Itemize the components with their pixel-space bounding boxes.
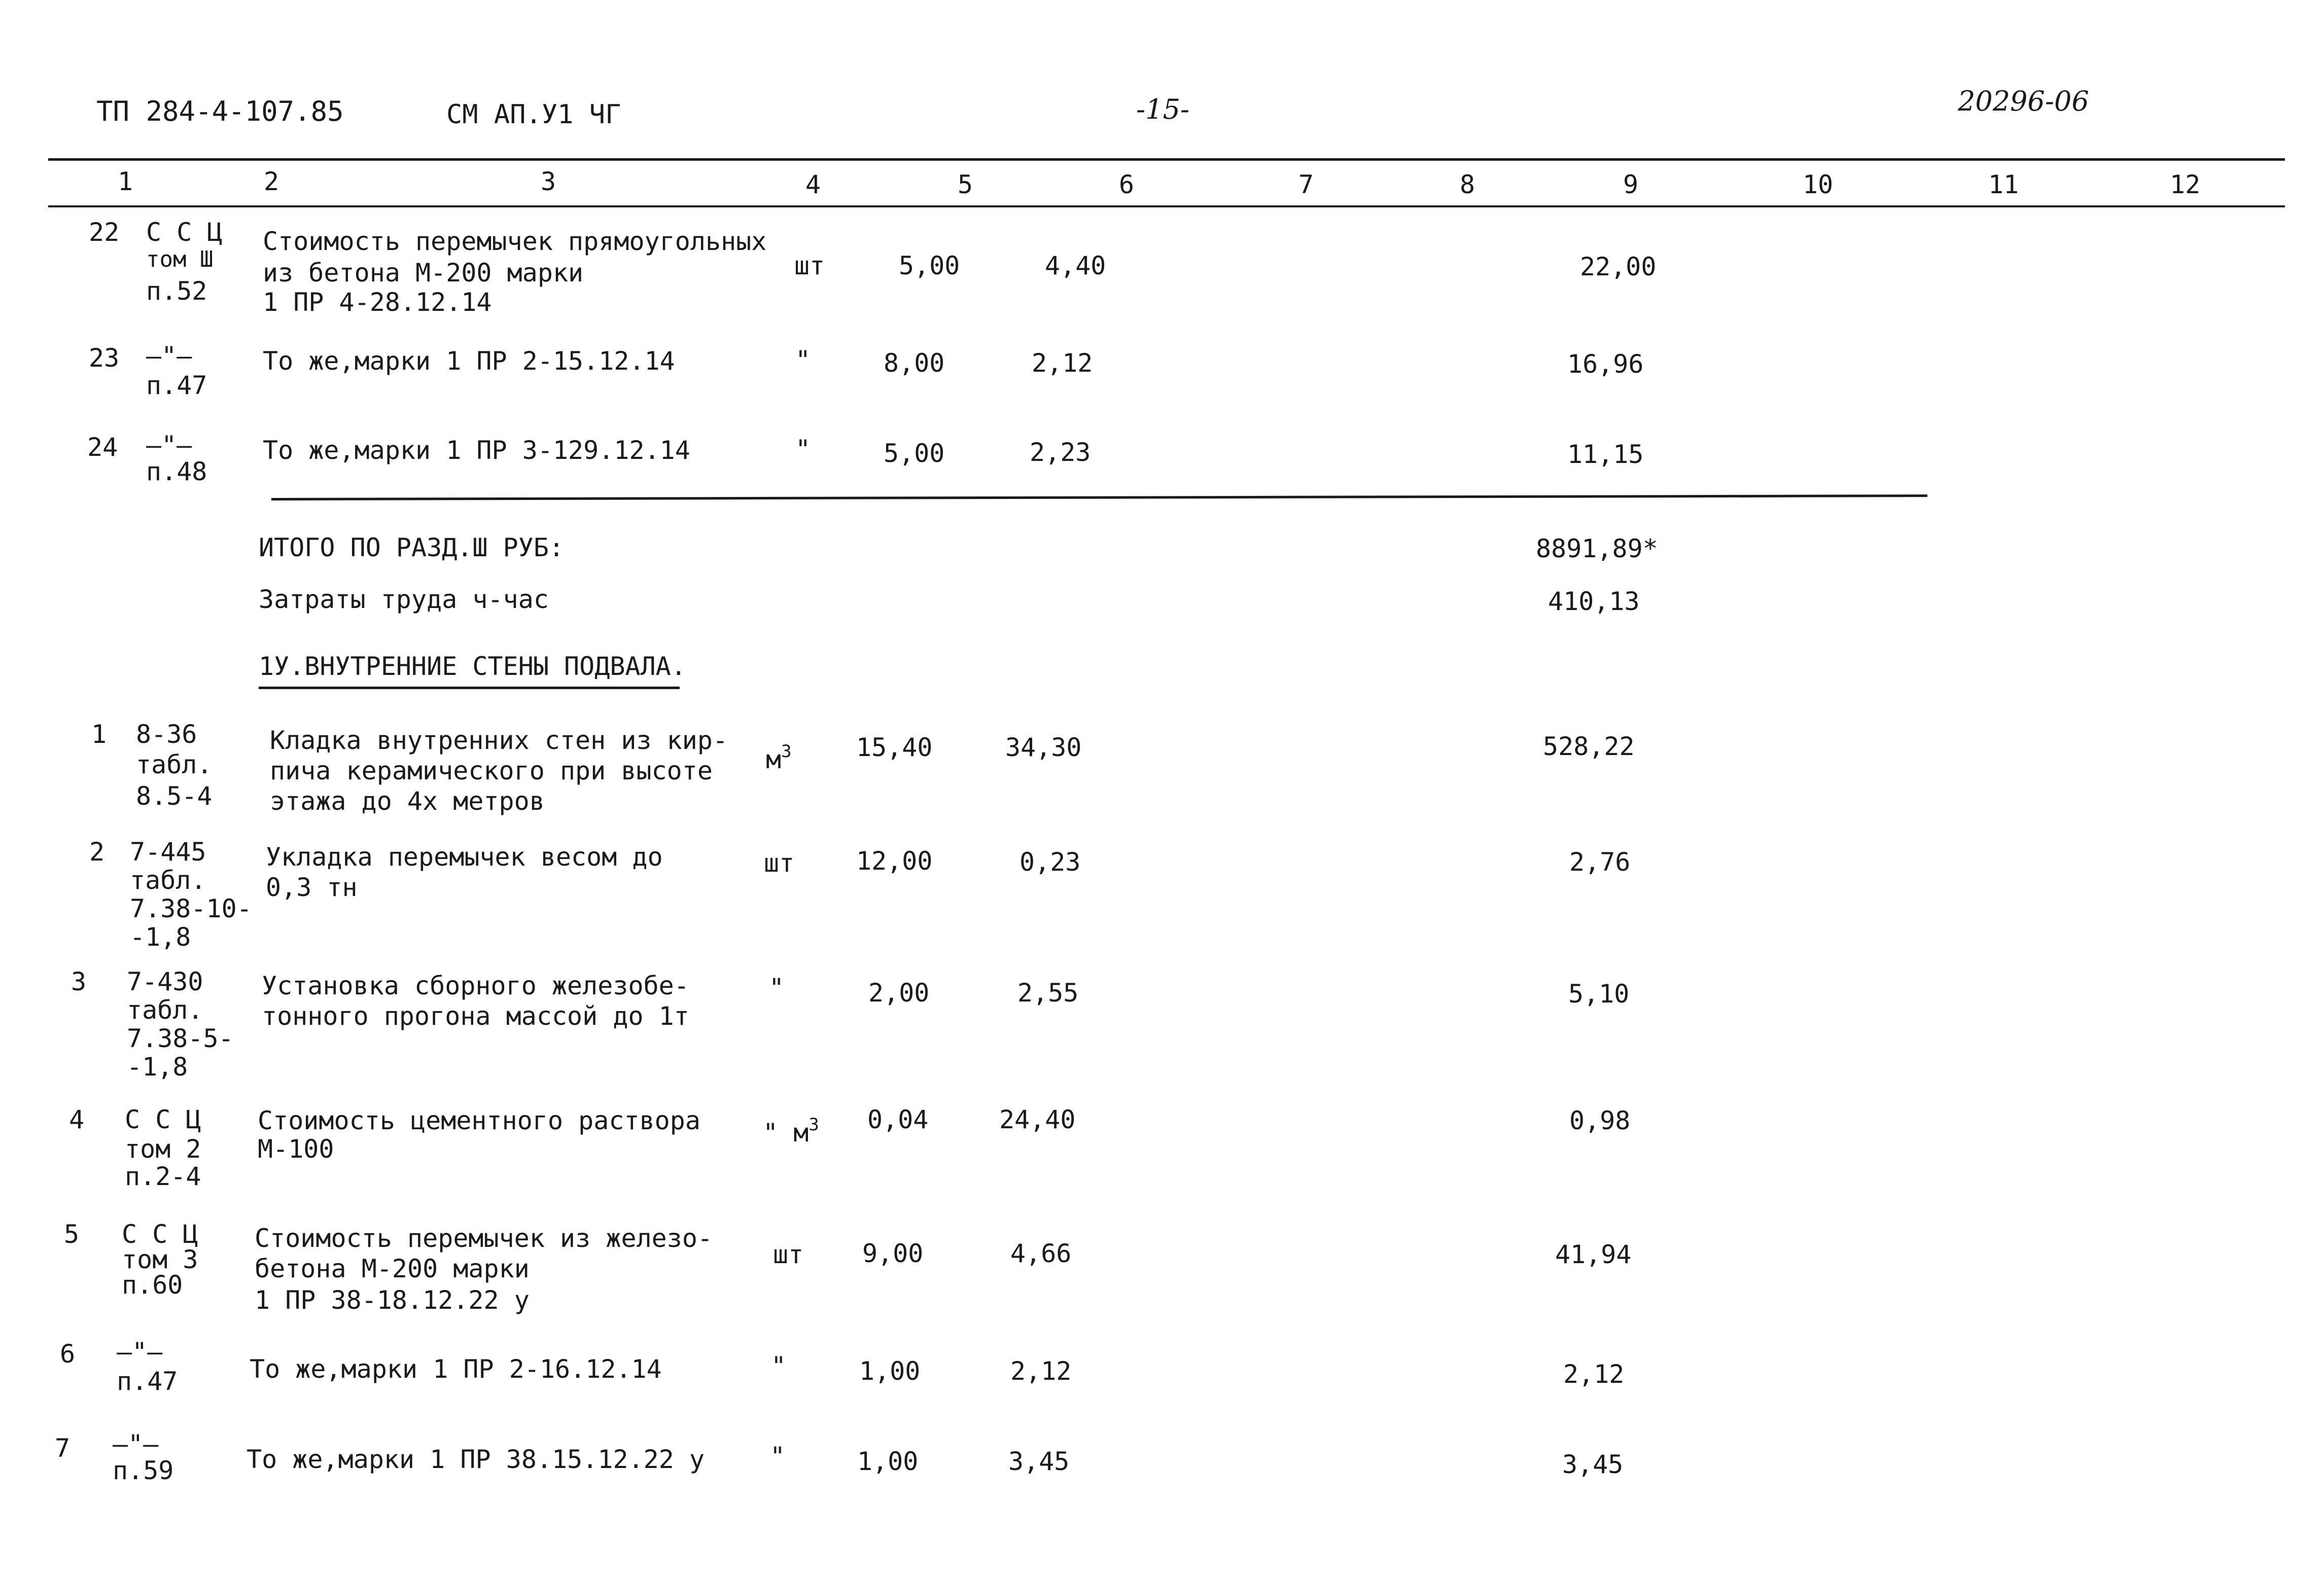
album-code: СМ АП.У1 ЧГ: [446, 99, 621, 130]
row-code-line: п.47: [146, 371, 207, 400]
row-code-line: 7-430: [127, 967, 203, 996]
row-total: 41,94: [1555, 1240, 1632, 1269]
row-number: 6: [60, 1339, 76, 1369]
row-number: 22: [89, 218, 120, 247]
col-header-8: 8: [1460, 170, 1475, 199]
row-code-line: п.60: [122, 1270, 183, 1300]
row-number: 1: [91, 720, 107, 749]
row-number: 24: [87, 433, 118, 462]
row-description-line: из бетона М-200 марки: [263, 258, 584, 288]
row-unit: ": [795, 435, 811, 464]
row-unit-text: м: [766, 745, 782, 774]
row-unit-exponent: 3: [808, 1115, 819, 1135]
row-code-line: 7.38-10-: [130, 894, 252, 923]
row-description-line: Установка сборного железобе-: [262, 971, 689, 1000]
row-description-line: М-100: [258, 1134, 334, 1164]
row-unit-price: 4,40: [1045, 251, 1106, 280]
row-code-line: табл.: [136, 750, 213, 779]
row-total: 5,10: [1568, 979, 1630, 1009]
row-unit: ": [770, 1442, 786, 1471]
row-description-line: Стоимость цементного раствора: [258, 1106, 700, 1135]
row-unit: шт: [764, 848, 795, 878]
col-header-3: 3: [541, 167, 556, 196]
row-description-line: Стоимость перемычек прямоугольных: [263, 227, 767, 256]
row-description-line: То же,марки 1 ПР 2-16.12.14: [250, 1354, 662, 1384]
row-unit: шт: [794, 251, 825, 280]
section-total-value: 8891,89*: [1536, 534, 1658, 563]
row-code-line: —"—: [146, 431, 192, 460]
section-title-underline: [259, 687, 680, 689]
col-header-6: 6: [1119, 170, 1135, 199]
row-number: 2: [89, 837, 105, 867]
row-code-line: 7-445: [130, 837, 206, 867]
row-description-line: Стоимость перемычек из железо-: [255, 1224, 713, 1253]
row-total: 3,45: [1562, 1450, 1624, 1479]
row-unit: ": [769, 973, 785, 1003]
row-quantity: 1,00: [859, 1356, 921, 1386]
row-unit-price: 2,55: [1017, 978, 1079, 1008]
row-unit-price: 3,45: [1008, 1447, 1070, 1476]
labor-label: Затраты труда ч-час: [259, 585, 549, 614]
row-quantity: 8,00: [884, 348, 945, 378]
row-description-line: То же,марки 1 ПР 38.15.12.22 у: [247, 1445, 705, 1474]
row-unit-price: 2,12: [1010, 1356, 1072, 1386]
row-code-line: —"—: [146, 341, 192, 371]
row-code-line: —"—: [113, 1429, 159, 1459]
row-number: 23: [89, 343, 120, 373]
row-description-line: 1 ПР 38-18.12.22 у: [255, 1285, 530, 1315]
row-description-line: этажа до 4х метров: [270, 786, 545, 816]
section-rule: [271, 494, 1927, 500]
row-description-line: Кладка внутренних стен из кир-: [270, 726, 728, 755]
row-description-line: бетона М-200 марки: [255, 1254, 530, 1283]
row-unit-text: " м: [763, 1118, 809, 1148]
row-total: 528,22: [1543, 732, 1635, 761]
row-total: 2,12: [1563, 1359, 1625, 1389]
row-code-line: п.48: [146, 457, 207, 486]
col-header-7: 7: [1298, 170, 1314, 199]
table-header-rule: [48, 205, 2285, 207]
row-unit: ": [795, 345, 811, 375]
row-quantity: 9,00: [862, 1239, 924, 1268]
doc-code: ТП 284-4-107.85: [96, 95, 344, 127]
col-header-11: 11: [1988, 170, 2019, 199]
row-unit-price: 24,40: [999, 1105, 1076, 1134]
row-quantity: 15,40: [856, 733, 933, 762]
row-description-line: 1 ПР 4-28.12.14: [263, 288, 492, 317]
row-code-line: С С Ц: [146, 218, 223, 247]
row-unit-price: 2,12: [1032, 348, 1093, 378]
row-description-line: То же,марки 1 ПР 3-129.12.14: [263, 436, 690, 465]
col-header-1: 1: [118, 167, 133, 196]
row-number: 4: [69, 1105, 85, 1134]
row-quantity: 0,04: [867, 1105, 929, 1134]
row-code-line: п.47: [117, 1367, 178, 1396]
row-code-line: С С Ц: [125, 1105, 201, 1134]
row-code-line: том 2: [125, 1134, 201, 1164]
row-quantity: 1,00: [857, 1447, 919, 1476]
row-total: 16,96: [1567, 349, 1644, 379]
table-top-rule: [48, 158, 2285, 161]
row-unit: [763, 1109, 819, 1148]
row-unit: шт: [773, 1240, 804, 1269]
row-code-line: 8-36: [136, 720, 197, 749]
row-code-line: С С Ц: [122, 1220, 198, 1249]
row-quantity: 5,00: [899, 251, 960, 280]
row-code-line: табл.: [127, 995, 203, 1025]
row-unit-exponent: 3: [781, 741, 792, 762]
row-code-line: табл.: [130, 866, 206, 895]
row-code-line: -1,8: [127, 1052, 188, 1082]
col-header-2: 2: [264, 167, 279, 196]
col-header-12: 12: [2170, 170, 2201, 199]
row-number: 5: [64, 1220, 80, 1249]
row-code-line: 7.38-5-: [127, 1024, 234, 1053]
row-code-line: том Ш: [146, 246, 214, 272]
row-unit-price: 4,66: [1010, 1239, 1072, 1268]
row-total: 22,00: [1580, 252, 1657, 281]
row-total: 0,98: [1569, 1106, 1631, 1135]
col-header-9: 9: [1623, 170, 1639, 199]
row-unit-price: 2,23: [1030, 438, 1091, 467]
col-header-10: 10: [1803, 170, 1834, 199]
row-code-line: п.59: [113, 1456, 174, 1485]
row-description-line: То же,марки 1 ПР 2-15.12.14: [263, 346, 675, 376]
row-quantity: 12,00: [856, 846, 933, 876]
row-description-line: пича керамического при высоте: [270, 756, 713, 785]
section-title: 1У.ВНУТРЕННИЕ СТЕНЫ ПОДВАЛА.: [259, 652, 686, 681]
row-unit: ": [771, 1351, 787, 1381]
row-unit-price: 34,30: [1005, 733, 1082, 762]
row-code-line: 8.5-4: [136, 781, 213, 811]
row-code-line: п.2-4: [125, 1162, 201, 1191]
labor-value: 410,13: [1548, 587, 1640, 616]
row-code-line: —"—: [117, 1337, 163, 1367]
col-header-5: 5: [958, 170, 973, 199]
row-total: 11,15: [1567, 440, 1644, 469]
section-total-label: ИТОГО ПО РАЗД.Ш РУБ:: [259, 533, 565, 562]
row-code-line: п.52: [146, 276, 207, 306]
page-number: -15-: [1136, 93, 1190, 125]
row-description-line: Укладка перемычек весом до: [266, 842, 663, 872]
row-quantity: 5,00: [884, 439, 945, 468]
row-total: 2,76: [1569, 847, 1631, 877]
row-code-line: -1,8: [130, 922, 191, 952]
row-description-line: тонного прогона массой до 1т: [262, 1001, 689, 1031]
row-unit: [766, 736, 792, 775]
row-code-line: том 3: [122, 1245, 198, 1274]
row-number: 7: [55, 1434, 71, 1463]
row-unit-price: 0,23: [1019, 847, 1081, 877]
row-description-line: 0,3 тн: [266, 873, 358, 902]
inventory-number: 20296-06: [1958, 85, 2089, 117]
row-quantity: 2,00: [868, 978, 930, 1008]
row-number: 3: [71, 967, 87, 996]
col-header-4: 4: [805, 170, 821, 199]
